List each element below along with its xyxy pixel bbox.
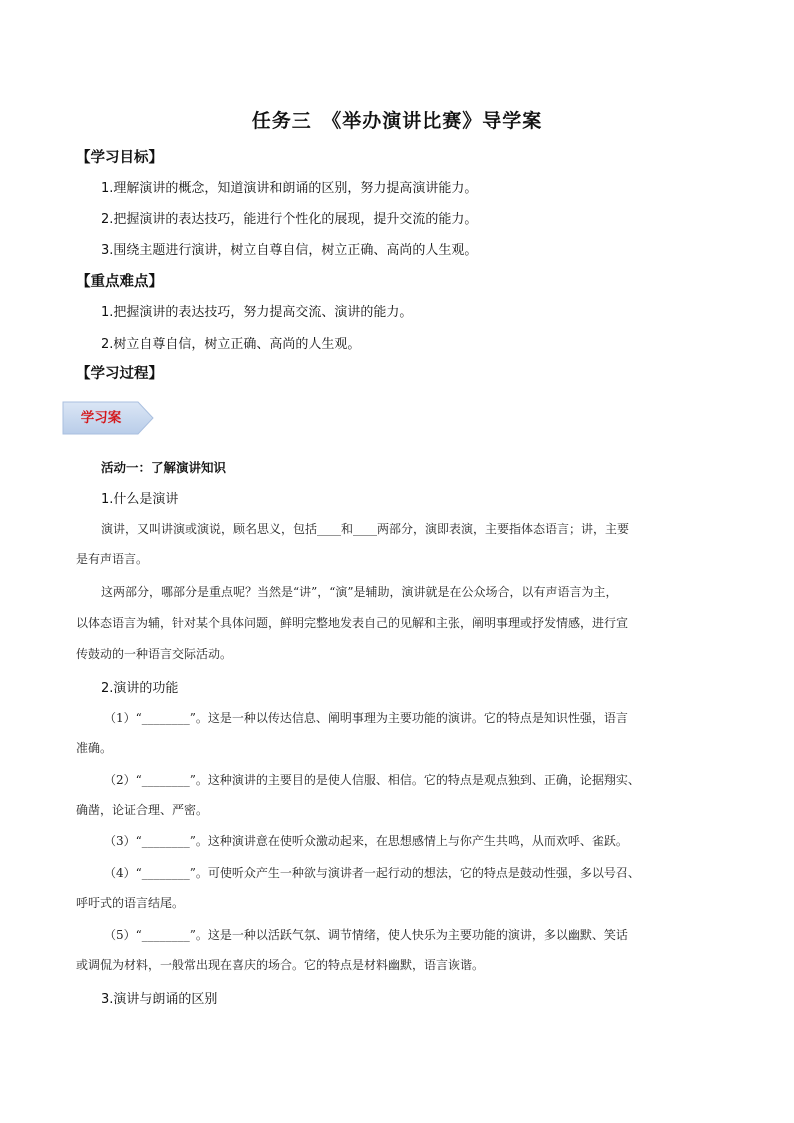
page-title: 任务三 《举办演讲比赛》导学案 bbox=[251, 110, 543, 132]
paragraph-line: 这两部分，哪部分是重点呢？当然是“讲”，“演”是辅助，演讲就是在公众场合，以有声语言为主， bbox=[101, 585, 618, 599]
key-point-item: 2.树立自尊自信，树立正确、高尚的人生观。 bbox=[101, 337, 361, 352]
function-item: （1）“________”。这是一种以传达信息、阐明事理为主要功能的演讲。它的特点是知识性强，语言 bbox=[104, 711, 628, 725]
tag-label: 学习案 bbox=[80, 410, 122, 426]
paragraph-line: 演讲，又叫讲演或演说，顾名思义，包括____和____两部分，演即表演，主要指体态语言；讲，主要 bbox=[101, 522, 630, 536]
paragraph-line: 是有声语言。 bbox=[76, 552, 149, 566]
function-item: （5）“________”。这是一种以活跃气氛、调节情绪，使人快乐为主要功能的演讲，多以幽默、笑话 bbox=[104, 928, 628, 942]
process-heading: 【学习过程】 bbox=[76, 366, 163, 382]
function-item: （3）“________”。这种演讲意在使听众激动起来，在思想感情上与你产生共鸣，从而欢呼、雀跃。 bbox=[104, 834, 628, 848]
function-item-cont: 呼吁式的语言结尾。 bbox=[76, 896, 185, 910]
section-question: 3.演讲与朗诵的区别 bbox=[101, 992, 218, 1007]
objective-item: 2.把握演讲的表达技巧，能进行个性化的展现，提升交流的能力。 bbox=[101, 212, 478, 227]
paragraph-line: 以体态语言为辅，针对某个具体问题，鲜明完整地发表自己的见解和主张，阐明事理或抒发情感，进行宣 bbox=[76, 616, 629, 630]
function-item: （4）“________”。可使听众产生一种欲与演讲者一起行动的想法，它的特点是鼓动性强，多以号召、 bbox=[104, 866, 640, 880]
key-points-heading: 【重点难点】 bbox=[76, 274, 163, 290]
function-item-cont: 准确。 bbox=[76, 741, 113, 755]
activity-title: 活动一：了解演讲知识 bbox=[101, 460, 227, 475]
section-question: 1.什么是演讲 bbox=[101, 492, 179, 507]
study-plan-tag bbox=[62, 401, 154, 435]
function-item-cont: 确凿，论证合理、严密。 bbox=[76, 803, 209, 817]
objective-item: 1.理解演讲的概念，知道演讲和朗诵的区别，努力提高演讲能力。 bbox=[101, 181, 478, 196]
objectives-heading: 【学习目标】 bbox=[76, 150, 163, 166]
function-item: （2）“________”。这种演讲的主要目的是使人信服、相信。它的特点是观点独到、正确，论据翔实、 bbox=[104, 773, 640, 787]
section-question: 2.演讲的功能 bbox=[101, 681, 179, 696]
objective-item: 3.围绕主题进行演讲，树立自尊自信，树立正确、高尚的人生观。 bbox=[101, 243, 478, 258]
paragraph-line: 传鼓动的一种语言交际活动。 bbox=[76, 647, 233, 661]
function-item-cont: 或调侃为材料，一般常出现在喜庆的场合。它的特点是材料幽默，语言诙谐。 bbox=[76, 958, 485, 972]
key-point-item: 1.把握演讲的表达技巧，努力提高交流、演讲的能力。 bbox=[101, 305, 413, 320]
